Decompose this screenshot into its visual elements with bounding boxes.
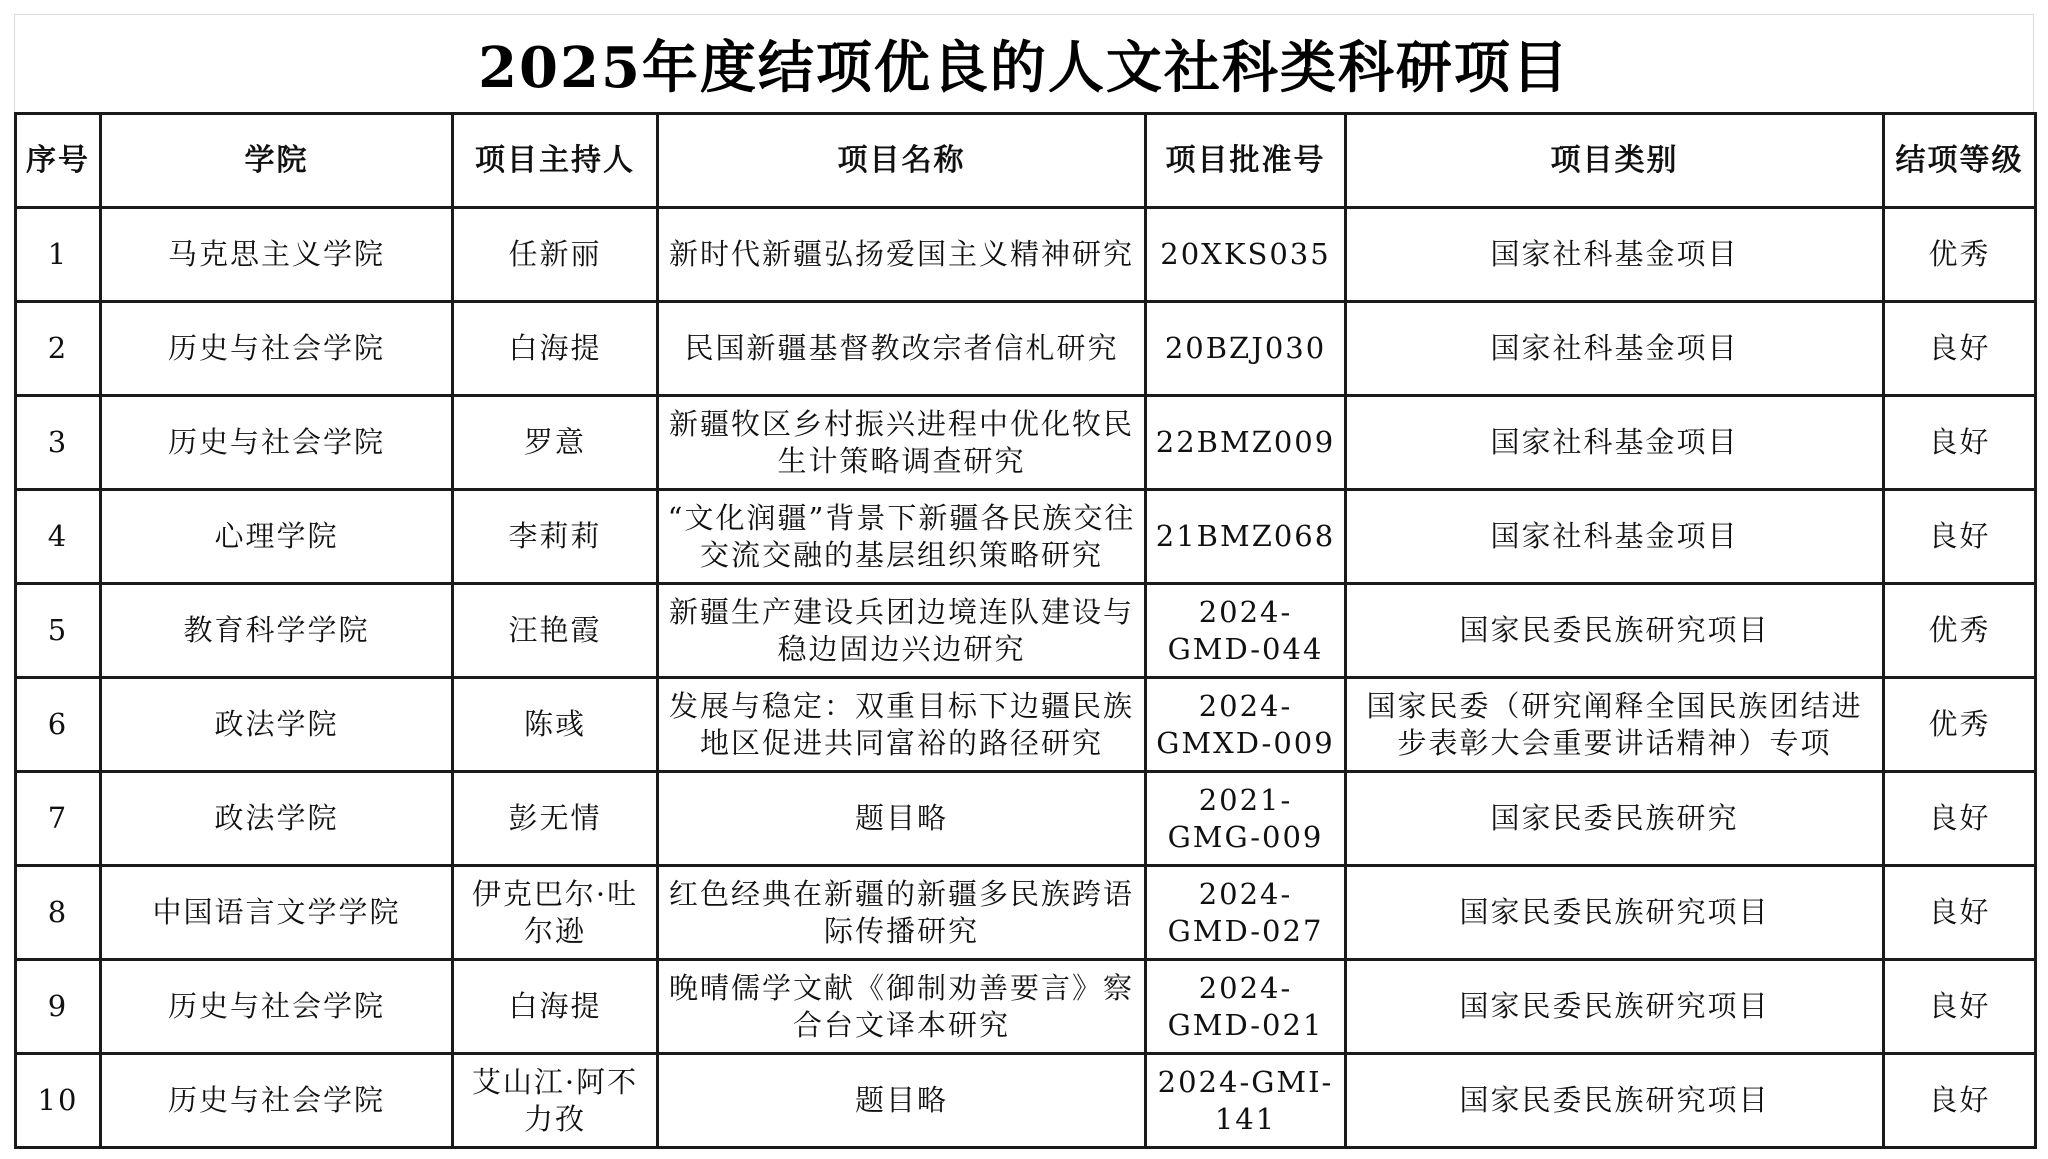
cell-approval-no[interactable]: 2024-GMI-141 <box>1146 1054 1346 1148</box>
cell-grade[interactable]: 优秀 <box>1884 678 2036 772</box>
header-college[interactable]: 学院 <box>101 114 453 208</box>
cell-no[interactable]: 5 <box>16 584 101 678</box>
cell-category[interactable]: 国家社科基金项目 <box>1346 490 1884 584</box>
cell-grade[interactable]: 良好 <box>1884 396 2036 490</box>
cell-project-name[interactable] <box>658 490 1146 584</box>
cell-college[interactable]: 中国语言文学学院 <box>101 866 453 960</box>
cell-host[interactable]: 伊克巴尔·吐尔逊 <box>453 866 658 960</box>
cell-project-name[interactable] <box>658 208 1146 302</box>
spreadsheet <box>14 14 2034 1145</box>
cell-project-name[interactable] <box>658 302 1146 396</box>
project-name-text: 晚晴儒学文献《御制劝善要言》察合台文译本研究 <box>668 970 1134 1042</box>
cell-no[interactable]: 8 <box>16 866 101 960</box>
cell-host[interactable]: 彭无情 <box>453 772 658 866</box>
cell-college[interactable]: 教育科学学院 <box>101 584 453 678</box>
sheet-title: 2025年度结项优良的人文社科类科研项目 <box>478 34 1570 101</box>
table-row <box>16 772 2036 866</box>
cell-college[interactable]: 历史与社会学院 <box>101 960 453 1054</box>
cell-grade[interactable]: 良好 <box>1884 490 2036 584</box>
cell-project-name[interactable] <box>658 584 1146 678</box>
cell-college[interactable]: 政法学院 <box>101 772 453 866</box>
cell-category[interactable]: 国家社科基金项目 <box>1346 396 1884 490</box>
cell-college[interactable]: 历史与社会学院 <box>101 396 453 490</box>
project-name-text: 民国新疆基督教改宗者信札研究 <box>684 331 1119 365</box>
cell-college[interactable]: 马克思主义学院 <box>101 208 453 302</box>
header-grade[interactable]: 结项等级 <box>1884 114 2036 208</box>
project-name-text: 新疆牧区乡村振兴进程中优化牧民生计策略调查研究 <box>668 406 1134 478</box>
cell-approval-no[interactable]: 2024-GMXD-009 <box>1146 678 1346 772</box>
cell-approval-no[interactable]: 20XKS035 <box>1146 208 1346 302</box>
cell-project-name[interactable] <box>658 960 1146 1054</box>
cell-no[interactable]: 6 <box>16 678 101 772</box>
cell-grade[interactable]: 良好 <box>1884 1054 2036 1148</box>
table-row <box>16 396 2036 490</box>
cell-category[interactable]: 国家民委民族研究项目 <box>1346 1054 1884 1148</box>
cell-no[interactable]: 4 <box>16 490 101 584</box>
cell-approval-no[interactable]: 21BMZ068 <box>1146 490 1346 584</box>
project-name-text: 红色经典在新疆的新疆多民族跨语际传播研究 <box>668 876 1134 948</box>
cell-no[interactable]: 7 <box>16 772 101 866</box>
cell-college[interactable]: 心理学院 <box>101 490 453 584</box>
cell-category[interactable]: 国家社科基金项目 <box>1346 208 1884 302</box>
cell-approval-no[interactable]: 2021-GMG-009 <box>1146 772 1346 866</box>
cell-no[interactable]: 9 <box>16 960 101 1054</box>
header-project-name[interactable]: 项目名称 <box>658 114 1146 208</box>
cell-approval-no[interactable]: 2024-GMD-021 <box>1146 960 1346 1054</box>
cell-grade[interactable]: 良好 <box>1884 302 2036 396</box>
table-row <box>16 866 2036 960</box>
header-host[interactable]: 项目主持人 <box>453 114 658 208</box>
cell-host[interactable]: 陈彧 <box>453 678 658 772</box>
cell-grade[interactable]: 良好 <box>1884 772 2036 866</box>
cell-project-name[interactable] <box>658 1054 1146 1148</box>
cell-approval-no[interactable]: 20BZJ030 <box>1146 302 1346 396</box>
project-name-text: 题目略 <box>854 1083 948 1117</box>
projects-table <box>14 112 2037 1149</box>
project-name-text: 题目略 <box>854 801 948 835</box>
cell-project-name[interactable] <box>658 396 1146 490</box>
cell-host[interactable]: 白海提 <box>453 960 658 1054</box>
cell-approval-no[interactable]: 2024-GMD-044 <box>1146 584 1346 678</box>
cell-category[interactable]: 国家民委（研究阐释全国民族团结进步表彰大会重要讲话精神）专项 <box>1346 678 1884 772</box>
table-row <box>16 302 2036 396</box>
project-name-text: 新时代新疆弘扬爱国主义精神研究 <box>668 237 1134 271</box>
cell-category[interactable]: 国家民委民族研究项目 <box>1346 960 1884 1054</box>
project-name-text: 新疆生产建设兵团边境连队建设与稳边固边兴边研究 <box>668 594 1134 666</box>
header-category[interactable]: 项目类别 <box>1346 114 1884 208</box>
cell-no[interactable]: 1 <box>16 208 101 302</box>
cell-category[interactable]: 国家民委民族研究 <box>1346 772 1884 866</box>
table-row <box>16 584 2036 678</box>
cell-host[interactable]: 任新丽 <box>453 208 658 302</box>
cell-host[interactable]: 艾山江·阿不力孜 <box>453 1054 658 1148</box>
cell-grade[interactable]: 良好 <box>1884 866 2036 960</box>
project-name-text: “文化润疆”背景下新疆各民族交往交流交融的基层组织策略研究 <box>667 500 1136 572</box>
table-row <box>16 678 2036 772</box>
cell-no[interactable]: 2 <box>16 302 101 396</box>
cell-approval-no[interactable]: 2024-GMD-027 <box>1146 866 1346 960</box>
table-row <box>16 490 2036 584</box>
table-row <box>16 960 2036 1054</box>
cell-host[interactable]: 白海提 <box>453 302 658 396</box>
header-no[interactable]: 序号 <box>16 114 101 208</box>
cell-grade[interactable]: 优秀 <box>1884 208 2036 302</box>
cell-category[interactable]: 国家民委民族研究项目 <box>1346 866 1884 960</box>
header-row <box>16 114 2036 208</box>
cell-grade[interactable]: 优秀 <box>1884 584 2036 678</box>
cell-project-name[interactable] <box>658 678 1146 772</box>
cell-no[interactable]: 3 <box>16 396 101 490</box>
project-name-text: 发展与稳定：双重目标下边疆民族地区促进共同富裕的路径研究 <box>668 688 1134 760</box>
cell-category[interactable]: 国家民委民族研究项目 <box>1346 584 1884 678</box>
cell-grade[interactable]: 良好 <box>1884 960 2036 1054</box>
cell-host[interactable]: 罗意 <box>453 396 658 490</box>
cell-college[interactable]: 历史与社会学院 <box>101 1054 453 1148</box>
cell-college[interactable]: 历史与社会学院 <box>101 302 453 396</box>
cell-host[interactable]: 李莉莉 <box>453 490 658 584</box>
cell-category[interactable]: 国家社科基金项目 <box>1346 302 1884 396</box>
table-row <box>16 208 2036 302</box>
cell-project-name[interactable] <box>658 866 1146 960</box>
header-approval-no[interactable]: 项目批准号 <box>1146 114 1346 208</box>
cell-approval-no[interactable]: 22BMZ009 <box>1146 396 1346 490</box>
cell-project-name[interactable] <box>658 772 1146 866</box>
cell-no[interactable]: 10 <box>16 1054 101 1148</box>
title-cell[interactable] <box>14 14 2034 112</box>
cell-host[interactable]: 汪艳霞 <box>453 584 658 678</box>
table-row <box>16 1054 2036 1148</box>
cell-college[interactable]: 政法学院 <box>101 678 453 772</box>
